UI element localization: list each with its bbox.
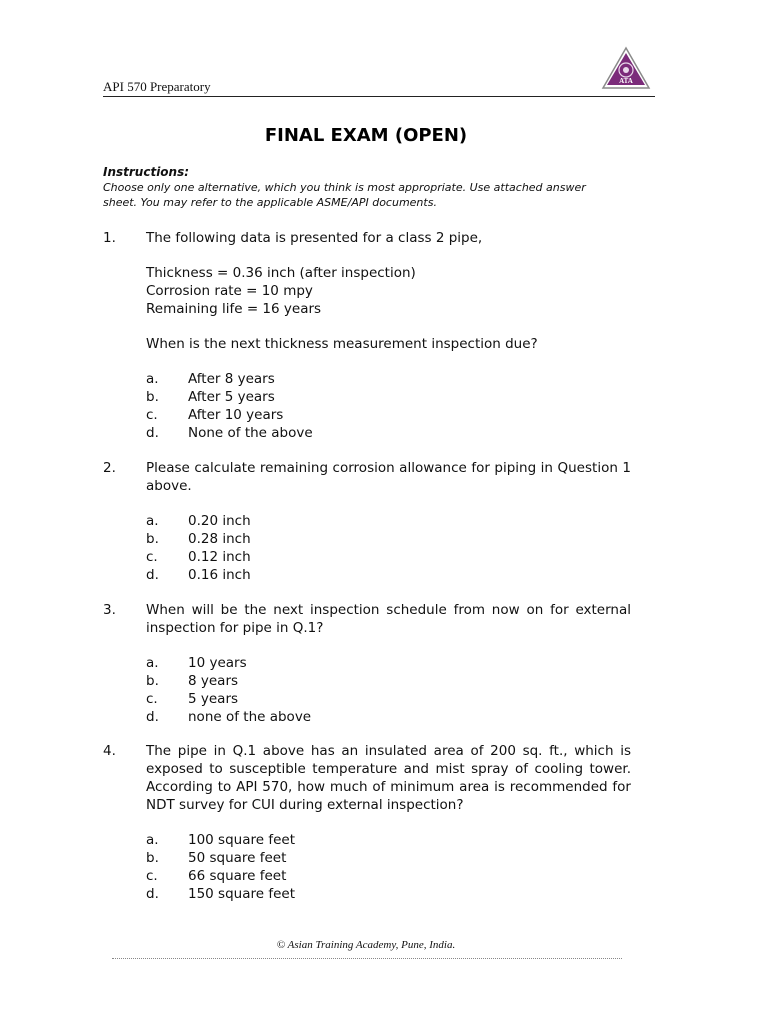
answer-option[interactable] [146, 708, 631, 726]
option-text: 8 years [188, 673, 239, 689]
answer-option[interactable] [146, 370, 631, 388]
footer-divider [112, 958, 622, 959]
option-text: After 10 years [188, 407, 284, 423]
option-text: 66 square feet [188, 868, 287, 884]
option-letter: a. [146, 371, 159, 387]
answer-options [146, 831, 631, 903]
option-letter: d. [146, 709, 159, 725]
option-letter: a. [146, 513, 159, 529]
option-letter: a. [146, 655, 159, 671]
option-text: 0.12 inch [188, 549, 251, 565]
answer-option[interactable] [146, 885, 631, 903]
option-letter: b. [146, 850, 159, 866]
answer-option[interactable] [146, 867, 631, 885]
instructions-heading: Instructions: [103, 165, 190, 179]
option-letter: b. [146, 673, 159, 689]
question-1 [103, 229, 631, 442]
question-text: The following data is presented for a class 2 pipe, [146, 230, 483, 246]
option-text: 150 square feet [188, 886, 295, 902]
answer-options [146, 512, 631, 584]
header-title: API 570 Preparatory [103, 79, 211, 94]
logo-text: ATA [619, 77, 633, 85]
instructions-line-2: sheet. You may refer to the applicable ASME/API documents. [103, 196, 437, 209]
question-number: 3. [103, 602, 116, 618]
question-prompt: When is the next thickness measurement inspection due? [146, 336, 538, 352]
answer-options [146, 370, 631, 442]
option-letter: c. [146, 868, 158, 884]
option-text: 10 years [188, 655, 247, 671]
instructions-line-1: Choose only one alternative, which you think is most appropriate. Use attached answer [103, 181, 586, 194]
option-letter: b. [146, 389, 159, 405]
answer-option[interactable] [146, 831, 631, 849]
answer-option[interactable] [146, 512, 631, 530]
option-text: After 5 years [188, 389, 275, 405]
option-letter: c. [146, 549, 158, 565]
option-text: After 8 years [188, 371, 275, 387]
answer-option[interactable] [146, 672, 631, 690]
answer-options [146, 654, 631, 726]
option-text: 100 square feet [188, 832, 295, 848]
data-corrosion-rate: Corrosion rate = 10 mpy [146, 283, 313, 299]
option-text: 0.20 inch [188, 513, 251, 529]
answer-option[interactable] [146, 406, 631, 424]
option-letter: c. [146, 407, 158, 423]
page-header [103, 76, 655, 97]
page-footer: © Asian Training Academy, Pune, India. [276, 939, 456, 951]
option-text: none of the above [188, 709, 312, 725]
answer-option[interactable] [146, 690, 631, 708]
question-number: 4. [103, 743, 116, 759]
exam-title: FINAL EXAM (OPEN) [264, 125, 468, 146]
option-text: 0.16 inch [188, 567, 251, 583]
question-text: The pipe in Q.1 above has an insulated area of 200 sq. ft., which is exposed to susceptible temperature and mist spray of cooling tower. According to API 570, how much of minimum area is recommended for NDT survey for CUI during external inspection? [146, 743, 631, 813]
answer-option[interactable] [146, 849, 631, 867]
option-letter: d. [146, 425, 159, 441]
data-thickness: Thickness = 0.36 inch (after inspection) [146, 265, 416, 281]
option-text: 5 years [188, 691, 239, 707]
option-letter: c. [146, 691, 158, 707]
question-text: Please calculate remaining corrosion allowance for piping in Question 1 above. [146, 460, 631, 494]
question-number: 2. [103, 460, 116, 476]
instructions [103, 164, 631, 210]
data-remaining-life: Remaining life = 16 years [146, 301, 322, 317]
answer-option[interactable] [146, 548, 631, 566]
answer-option[interactable] [146, 566, 631, 584]
question-2 [103, 459, 631, 584]
question-3 [103, 601, 631, 726]
option-text: 50 square feet [188, 850, 287, 866]
option-letter: a. [146, 832, 159, 848]
question-number: 1. [103, 230, 116, 246]
option-text: 0.28 inch [188, 531, 251, 547]
option-letter: d. [146, 886, 159, 902]
option-text: None of the above [188, 425, 313, 441]
answer-option[interactable] [146, 388, 631, 406]
ata-logo-icon [601, 46, 651, 90]
answer-option[interactable] [146, 530, 631, 548]
question-4 [103, 742, 631, 903]
option-letter: d. [146, 567, 159, 583]
option-letter: b. [146, 531, 159, 547]
answer-option[interactable] [146, 424, 631, 442]
question-text: When will be the next inspection schedule from now on for external inspection for pipe in Q.1? [146, 602, 631, 636]
answer-option[interactable] [146, 654, 631, 672]
